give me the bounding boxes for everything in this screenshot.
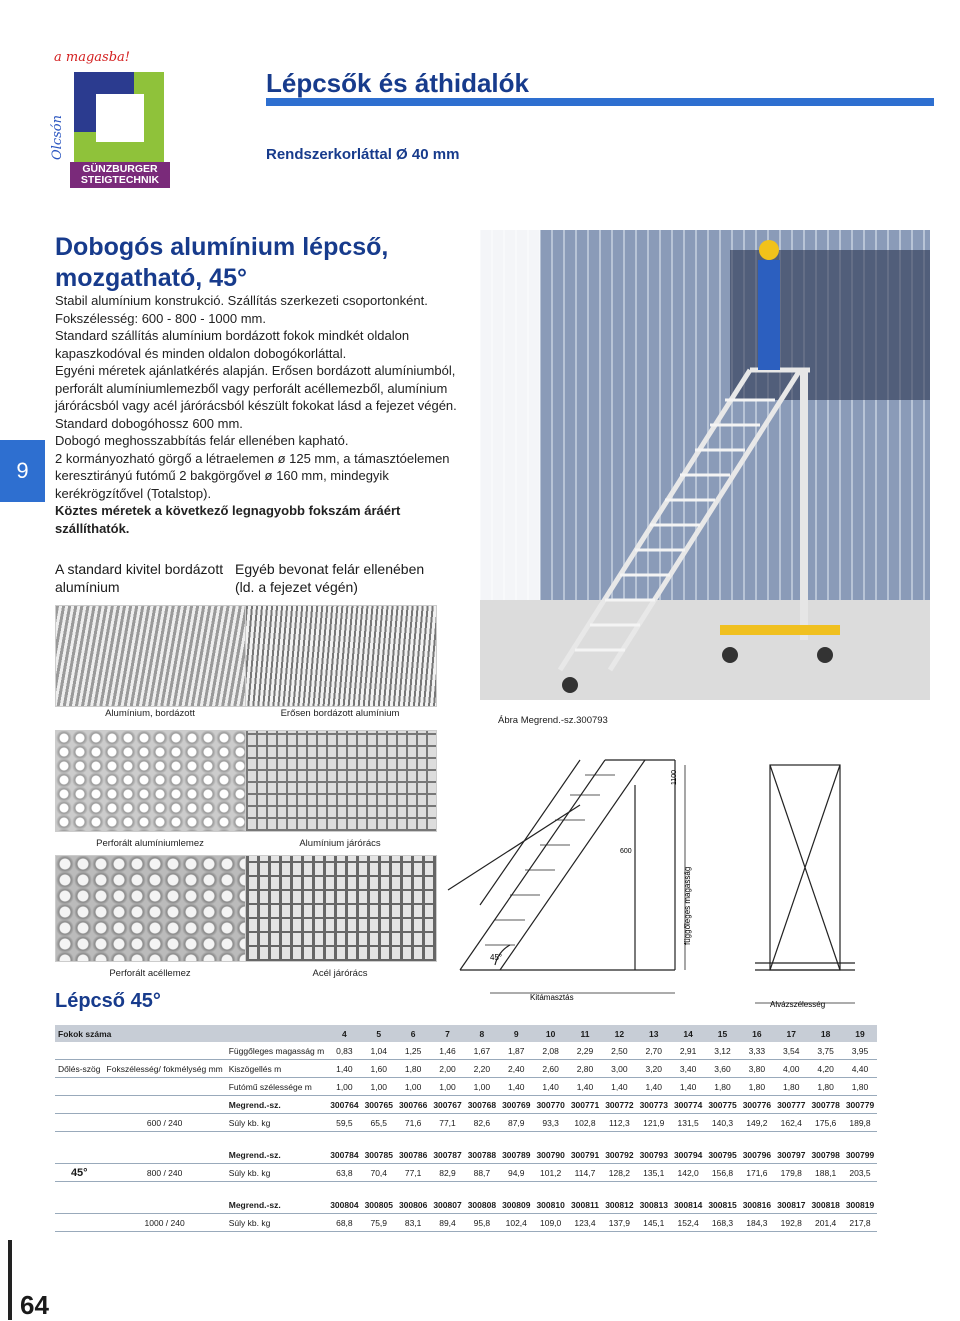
desc-line: 2 kormányozható görgő a létraelemen ø 125 mm, a támasztóelemen keresztirányú futómű 2 bakgörgővel ø 160 mm, mindegyik kerékrögzítővel (Totalstop). — [55, 450, 450, 501]
empty — [104, 1078, 226, 1096]
cell: 1,40 — [499, 1078, 533, 1096]
cell: 1,00 — [430, 1078, 464, 1096]
order-number: 300777 — [774, 1096, 808, 1114]
swatch-label: Alumínium járórács — [299, 838, 381, 849]
order-number: 300807 — [430, 1196, 464, 1214]
weight-value: 156,8 — [705, 1164, 739, 1182]
weight-value: 101,2 — [533, 1164, 567, 1182]
cell: 2,80 — [568, 1060, 602, 1078]
cell: 1,87 — [499, 1042, 533, 1060]
order-number: 300776 — [740, 1096, 774, 1114]
weight-value: 77,1 — [430, 1114, 464, 1132]
order-number: 300817 — [774, 1196, 808, 1214]
weight-value: 162,4 — [774, 1114, 808, 1132]
weight-value: 142,0 — [671, 1164, 705, 1182]
cell: 2,29 — [568, 1042, 602, 1060]
cell: 3,95 — [843, 1042, 877, 1060]
order-number: 300810 — [533, 1196, 567, 1214]
order-number: 300813 — [637, 1196, 671, 1214]
cell: 1,67 — [465, 1042, 499, 1060]
desc-line: Dobogó meghosszabbítás felár ellenében kapható. — [55, 433, 349, 448]
weight-value: 189,8 — [843, 1114, 877, 1132]
product-title-line1: Dobogós alumínium lépcső, — [55, 233, 389, 261]
table-row — [55, 1078, 877, 1096]
weight-label: Súly kb. kg — [226, 1214, 327, 1232]
spec-table — [55, 1025, 877, 1232]
order-label: Megrend.-sz. — [226, 1196, 327, 1214]
gap-row — [55, 1132, 877, 1147]
step-count: 13 — [637, 1025, 671, 1042]
brand-slogan: a magasba! — [54, 50, 131, 65]
weight-value: 184,3 — [740, 1214, 774, 1232]
step-count: 8 — [465, 1025, 499, 1042]
title-underline — [266, 98, 934, 106]
cell: 1,80 — [396, 1060, 430, 1078]
step-count: 17 — [774, 1025, 808, 1042]
step-count: 9 — [499, 1025, 533, 1042]
weight-value: 140,3 — [705, 1114, 739, 1132]
weight-value: 68,8 — [327, 1214, 361, 1232]
swatch-label: Acél járórács — [312, 968, 368, 979]
cell: 3,20 — [637, 1060, 671, 1078]
cell: 2,60 — [533, 1060, 567, 1078]
order-number: 300764 — [327, 1096, 361, 1114]
coating-note: Egyéb bevonat felár ellenében (ld. a fejezet végén) — [235, 561, 425, 595]
cell: 3,80 — [740, 1060, 774, 1078]
table-row — [55, 1214, 877, 1232]
cell: 1,80 — [808, 1078, 842, 1096]
empty — [104, 1146, 226, 1164]
cell: 1,00 — [465, 1078, 499, 1096]
weight-value: 128,2 — [602, 1164, 636, 1182]
angle-value: 45° — [55, 1164, 104, 1182]
order-number: 300786 — [396, 1146, 430, 1164]
product-title — [55, 232, 475, 294]
cell: 1,40 — [533, 1078, 567, 1096]
page-title: Lépcsők és áthidalók — [266, 68, 529, 98]
weight-value: 152,4 — [671, 1214, 705, 1232]
cell: 1,40 — [327, 1060, 361, 1078]
product-photo — [480, 230, 930, 700]
swatch-perforated-aluminium — [55, 730, 247, 832]
cell: 3,75 — [808, 1042, 842, 1060]
run-label: Kitámasztás — [530, 993, 574, 1002]
empty — [55, 1214, 104, 1232]
order-number: 300794 — [671, 1146, 705, 1164]
order-number: 300818 — [808, 1196, 842, 1214]
order-number: 300766 — [396, 1096, 430, 1114]
gap-row — [55, 1182, 877, 1197]
order-number: 300812 — [602, 1196, 636, 1214]
order-number: 300795 — [705, 1146, 739, 1164]
empty — [55, 1146, 104, 1164]
weight-label: Súly kb. kg — [226, 1164, 327, 1182]
brand-name: GÜNZBURGER STEIGTECHNIK — [70, 162, 170, 188]
order-number: 300779 — [843, 1096, 877, 1114]
cell: 1,40 — [602, 1078, 636, 1096]
stair-section-title: Lépcső 45° — [55, 990, 161, 1012]
order-number: 300769 — [499, 1096, 533, 1114]
weight-value: 75,9 — [362, 1214, 396, 1232]
cell: 1,40 — [568, 1078, 602, 1096]
weight-value: 95,8 — [465, 1214, 499, 1232]
desc-line: Standard dobogóhossz 600 mm. — [55, 415, 243, 431]
swatch-heavy-ribbed-aluminium — [245, 605, 437, 707]
header-label: Fokok száma — [55, 1025, 327, 1042]
step-count: 11 — [568, 1025, 602, 1042]
order-number: 300805 — [362, 1196, 396, 1214]
step-count: 7 — [430, 1025, 464, 1042]
empty — [55, 1114, 104, 1132]
cell: 2,00 — [430, 1060, 464, 1078]
weight-value: 63,8 — [327, 1164, 361, 1182]
empty — [104, 1042, 226, 1060]
weight-value: 83,1 — [396, 1214, 430, 1232]
cell: 1,40 — [637, 1078, 671, 1096]
empty — [55, 1132, 877, 1147]
page-subtitle: Rendszerkorláttal Ø 40 mm — [266, 146, 460, 163]
cell: 4,20 — [808, 1060, 842, 1078]
order-number: 300790 — [533, 1146, 567, 1164]
row-label: Futómű szélessége m — [226, 1078, 327, 1096]
swatch-label: Alumínium, bordázott — [105, 708, 195, 719]
order-label: Megrend.-sz. — [226, 1096, 327, 1114]
swatch-label: Perforált acéllemez — [109, 968, 191, 979]
base-label: Alvázszélesség — [770, 1000, 826, 1009]
page-bar — [8, 1240, 12, 1320]
weight-value: 168,3 — [705, 1214, 739, 1232]
weight-value: 201,4 — [808, 1214, 842, 1232]
order-number: 300815 — [705, 1196, 739, 1214]
desc-line: Egyéni méretek ajánlatkérés alapján. Erősen bordázott alumíniumból, perforált alumíniumlemezből vagy perforált acéllemezből, alumínium járórácsból vagy acél járórácsból készült fokokat lásd a fejezet végén. — [55, 363, 457, 413]
table-row — [55, 1196, 877, 1214]
weight-value: 188,1 — [808, 1164, 842, 1182]
weight-value: 112,3 — [602, 1114, 636, 1132]
desc-bold-note: Köztes méretek a következő legnagyobb fokszám áráért szállíthatók. — [55, 503, 401, 536]
cell: 3,40 — [671, 1060, 705, 1078]
weight-value: 121,9 — [637, 1114, 671, 1132]
weight-value: 175,6 — [808, 1114, 842, 1132]
weight-value: 102,4 — [499, 1214, 533, 1232]
order-number: 300811 — [568, 1196, 602, 1214]
step-count: 10 — [533, 1025, 567, 1042]
order-number: 300771 — [568, 1096, 602, 1114]
desc-line: Stabil alumínium konstrukció. Szállítás szerkezeti csoportonként. — [55, 293, 428, 308]
order-number: 300789 — [499, 1146, 533, 1164]
empty — [104, 1096, 226, 1114]
brand-logo — [50, 50, 169, 190]
weight-value: 82,6 — [465, 1114, 499, 1132]
height-label: függőleges magasság — [683, 866, 692, 945]
cell: 1,80 — [705, 1078, 739, 1096]
step-count: 19 — [843, 1025, 877, 1042]
order-number: 300791 — [568, 1146, 602, 1164]
row-label: Függőleges magasság m — [226, 1042, 327, 1060]
product-title-line2: mozgatható, 45° — [55, 264, 247, 292]
table-row — [55, 1114, 877, 1132]
order-number: 300814 — [671, 1196, 705, 1214]
table-row — [55, 1146, 877, 1164]
order-number: 300819 — [843, 1196, 877, 1214]
desc-line: Standard szállítás alumínium bordázott fokok mindkét oldalon kapaszkodóval és minden oldalon dobogókorláttal. — [55, 328, 410, 361]
order-number: 300784 — [327, 1146, 361, 1164]
weight-value: 109,0 — [533, 1214, 567, 1232]
order-number: 300796 — [740, 1146, 774, 1164]
swatch-ribbed-aluminium — [55, 605, 247, 707]
table-row — [55, 1025, 877, 1042]
cell: 3,12 — [705, 1042, 739, 1060]
weight-label: Súly kb. kg — [226, 1114, 327, 1132]
cell: 1,00 — [362, 1078, 396, 1096]
cell: 1,25 — [396, 1042, 430, 1060]
order-number: 300806 — [396, 1196, 430, 1214]
cell: 4,40 — [843, 1060, 877, 1078]
width-label: Fokszélesség/ fokmélység mm — [104, 1060, 226, 1078]
row-label: Kiszögellés m — [226, 1060, 327, 1078]
cell: 2,91 — [671, 1042, 705, 1060]
brand-slogan-vertical: Olcsón — [50, 115, 65, 160]
weight-value: 59,5 — [327, 1114, 361, 1132]
cell: 3,33 — [740, 1042, 774, 1060]
order-number: 300778 — [808, 1096, 842, 1114]
weight-value: 171,6 — [740, 1164, 774, 1182]
swatch-perforated-steel — [55, 855, 247, 962]
weight-value: 87,9 — [499, 1114, 533, 1132]
table-row — [55, 1096, 877, 1114]
step-count: 6 — [396, 1025, 430, 1042]
weight-value: 135,1 — [637, 1164, 671, 1182]
step-count: 4 — [327, 1025, 361, 1042]
weight-value: 89,4 — [430, 1214, 464, 1232]
cell: 1,00 — [327, 1078, 361, 1096]
order-number: 300804 — [327, 1196, 361, 1214]
weight-value: 192,8 — [774, 1214, 808, 1232]
swatch-label: Erősen bordázott alumínium — [280, 708, 400, 719]
order-number: 300798 — [808, 1146, 842, 1164]
weight-value: 137,9 — [602, 1214, 636, 1232]
desc-line: Fokszélesség: 600 - 800 - 1000 mm. — [55, 310, 266, 326]
width-value: 1000 / 240 — [104, 1214, 226, 1232]
order-label: Megrend.-sz. — [226, 1146, 327, 1164]
order-number: 300785 — [362, 1146, 396, 1164]
width-value: 800 / 240 — [104, 1164, 226, 1182]
cell: 1,80 — [843, 1078, 877, 1096]
swatch-aluminium-grating — [245, 730, 437, 832]
step-count: 16 — [740, 1025, 774, 1042]
weight-value: 145,1 — [637, 1214, 671, 1232]
product-description — [55, 292, 475, 537]
cell: 3,00 — [602, 1060, 636, 1078]
width-value: 600 / 240 — [104, 1114, 226, 1132]
logo-mark-icon — [74, 72, 164, 162]
order-number: 300767 — [430, 1096, 464, 1114]
cell: 1,46 — [430, 1042, 464, 1060]
cell: 1,80 — [774, 1078, 808, 1096]
order-number: 300775 — [705, 1096, 739, 1114]
step-count: 14 — [671, 1025, 705, 1042]
empty — [55, 1078, 104, 1096]
cell: 3,54 — [774, 1042, 808, 1060]
angle-label: Dőlés-szög — [55, 1060, 104, 1078]
order-number: 300816 — [740, 1196, 774, 1214]
order-number: 300799 — [843, 1146, 877, 1164]
cell: 2,20 — [465, 1060, 499, 1078]
empty — [55, 1042, 104, 1060]
order-number: 300797 — [774, 1146, 808, 1164]
weight-value: 123,4 — [568, 1214, 602, 1232]
photo-caption: Ábra Megrend.-sz.300793 — [498, 715, 608, 726]
empty — [104, 1196, 226, 1214]
cell: 1,40 — [671, 1078, 705, 1096]
weight-value: 88,7 — [465, 1164, 499, 1182]
cell: 1,00 — [396, 1078, 430, 1096]
order-number: 300772 — [602, 1096, 636, 1114]
weight-value: 114,7 — [568, 1164, 602, 1182]
order-number: 300765 — [362, 1096, 396, 1114]
order-number: 300770 — [533, 1096, 567, 1114]
empty — [55, 1096, 104, 1114]
order-number: 300792 — [602, 1146, 636, 1164]
weight-value: 70,4 — [362, 1164, 396, 1182]
swatch-label: Perforált alumíniumlemez — [96, 838, 204, 849]
table-row — [55, 1164, 877, 1182]
weight-value: 94,9 — [499, 1164, 533, 1182]
dim-1100: 1100 — [671, 769, 678, 785]
step-count: 5 — [362, 1025, 396, 1042]
weight-value: 82,9 — [430, 1164, 464, 1182]
order-number: 300809 — [499, 1196, 533, 1214]
weight-value: 93,3 — [533, 1114, 567, 1132]
cell: 2,50 — [602, 1042, 636, 1060]
cell: 3,60 — [705, 1060, 739, 1078]
dim-600: 600 — [620, 848, 632, 855]
weight-value: 71,6 — [396, 1114, 430, 1132]
technical-drawing — [430, 745, 935, 1010]
weight-value: 203,5 — [843, 1164, 877, 1182]
weight-value: 77,1 — [396, 1164, 430, 1182]
weight-value: 149,2 — [740, 1114, 774, 1132]
cell: 1,80 — [740, 1078, 774, 1096]
empty — [55, 1196, 104, 1214]
swatch-steel-grating — [245, 855, 437, 962]
page-number: 64 — [20, 1290, 49, 1320]
table-row — [55, 1060, 877, 1078]
angle-label: 45° — [490, 953, 503, 962]
standard-note: A standard kivitel bordázott alumínium — [55, 561, 224, 595]
weight-value: 102,8 — [568, 1114, 602, 1132]
weight-value: 131,5 — [671, 1114, 705, 1132]
cell: 1,04 — [362, 1042, 396, 1060]
step-count: 12 — [602, 1025, 636, 1042]
chapter-tab: 9 — [0, 440, 45, 502]
weight-value: 217,8 — [843, 1214, 877, 1232]
order-number: 300808 — [465, 1196, 499, 1214]
order-number: 300768 — [465, 1096, 499, 1114]
cell: 2,40 — [499, 1060, 533, 1078]
weight-value: 65,5 — [362, 1114, 396, 1132]
order-number: 300787 — [430, 1146, 464, 1164]
order-number: 300774 — [671, 1096, 705, 1114]
step-count: 18 — [808, 1025, 842, 1042]
cell: 0,83 — [327, 1042, 361, 1060]
table-row — [55, 1042, 877, 1060]
order-number: 300793 — [637, 1146, 671, 1164]
order-number: 300773 — [637, 1096, 671, 1114]
step-count: 15 — [705, 1025, 739, 1042]
order-number: 300788 — [465, 1146, 499, 1164]
cell: 2,70 — [637, 1042, 671, 1060]
empty — [55, 1182, 877, 1197]
cell: 2,08 — [533, 1042, 567, 1060]
weight-value: 179,8 — [774, 1164, 808, 1182]
cell: 4,00 — [774, 1060, 808, 1078]
cell: 1,60 — [362, 1060, 396, 1078]
